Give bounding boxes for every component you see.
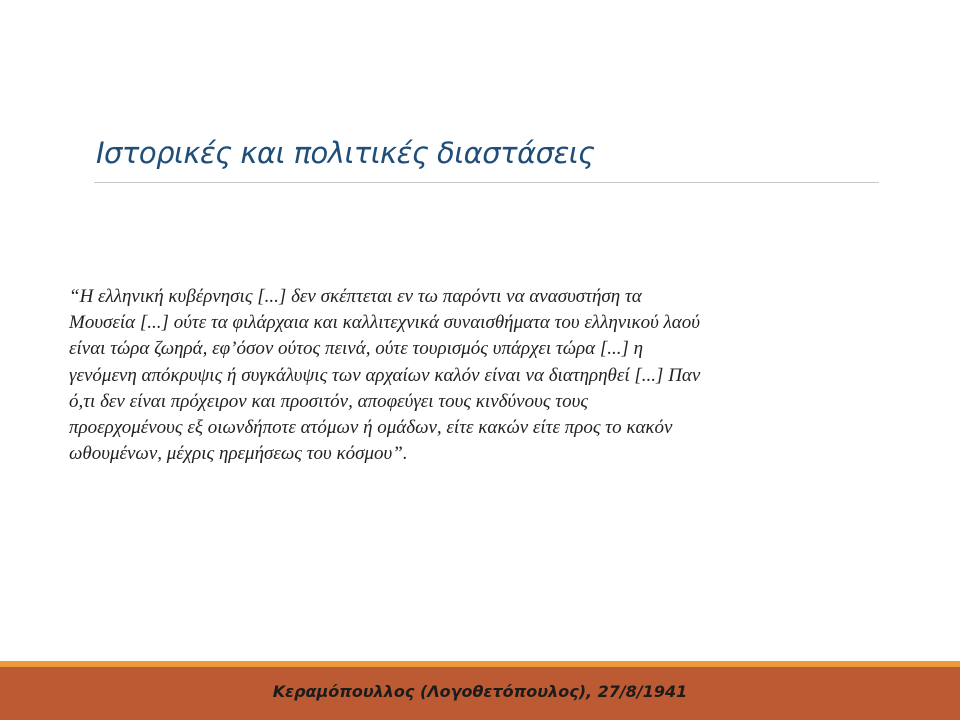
title-divider	[94, 182, 879, 183]
quote-line: προερχομένους εξ οιωνδήποτε ατόμων ή ομάδων, είτε κακών είτε προς το κακόν	[69, 416, 673, 438]
quote-line: ωθουμένων, μέχρις ηρεμήσεως του κόσμου”.	[69, 443, 408, 465]
quote-block	[69, 284, 869, 467]
quote-line: είναι τώρα ζωηρά, εφ’όσον ούτος πεινά, ούτε τουρισμός υπάρχει τώρα [...] η	[69, 338, 644, 360]
quote-line: ό,τι δεν είναι πρόχειρον και προσιτόν, αποφεύγει τους κινδύνους τους	[69, 390, 589, 412]
quote-line: Μουσεία [...] ούτε τα φιλάρχαια και καλλιτεχνικά συναισθήματα του ελληνικού λαού	[69, 312, 700, 334]
footer-citation: Κεραμόπουλλος (Λογοθετόπουλος), 27/8/1941	[272, 682, 688, 701]
quote-line: γενόμενη απόκρυψις ή συγκάλυψις των αρχαίων καλόν είναι να διατηρηθεί [...] Παν	[69, 364, 701, 386]
quote-line: “Η ελληνική κυβέρνησις [...] δεν σκέπτεται εν τω παρόντι να ανασυστήση τα	[69, 286, 642, 307]
slide-title: Ιστορικές και πολιτικές διαστάσεις	[96, 136, 595, 170]
